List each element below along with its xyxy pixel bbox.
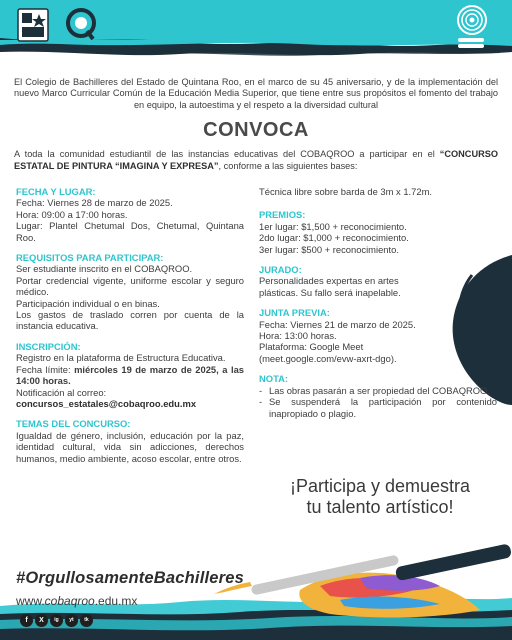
lead-paragraph — [14, 149, 498, 172]
cobaqroo-logo — [452, 4, 492, 50]
nota-title: NOTA: — [259, 373, 288, 385]
headline-convoca: CONVOCA — [203, 119, 309, 141]
junta-link[interactable]: (meet.google.com/evw-axrt-dgo). — [259, 352, 397, 364]
inscripcion-title: INSCRIPCIÓN: — [16, 340, 81, 352]
lead-after: , conforme a las siguientes bases: — [218, 160, 358, 171]
section-requisitos — [16, 252, 244, 332]
jurado-title: JURADO: — [259, 264, 302, 276]
section-junta-previa — [259, 307, 497, 364]
premios-title: PREMIOS: — [259, 209, 306, 221]
inscripcion-registro: Registro en la plataforma de Estructura Educativa. — [16, 352, 226, 364]
social-links — [20, 614, 93, 627]
temas-text: Igualdad de género, inclusión, educación por la paz, identidad cultural, vida sin adicciones, derechos humanos, medio ambiente, acoso escolar, entre otros. — [16, 429, 244, 464]
requisito-1: Ser estudiante inscrito en el COBAQROO. — [16, 263, 193, 275]
section-fecha-lugar — [16, 186, 244, 243]
nota-item-1: - Las obras pasarán a ser propiedad del COBAQROO. — [259, 385, 497, 396]
lead-before: A toda la comunidad estudiantil de las instancias educativas del COBAQROO a participar en el — [14, 149, 440, 159]
section-temas — [16, 418, 244, 464]
premio-1: 1er lugar: $1,500 + reconocimiento. — [259, 220, 407, 232]
deadline-label: Fecha límite: — [16, 363, 75, 375]
premio-3: 3er lugar: $500 + reconocimiento. — [259, 243, 399, 255]
inscripcion-notify: Notificación al correo: — [16, 386, 107, 398]
section-tecnica — [259, 186, 497, 197]
nota-list — [259, 385, 497, 419]
cta-line-2: tu talento artístico! — [306, 497, 454, 517]
tecnica-text: Técnica libre sobre barda de 3m x 1.72m. — [259, 186, 433, 197]
hashtag: #OrgullosamenteBachilleres — [16, 569, 245, 587]
anniversary-logo — [62, 6, 100, 44]
section-jurado — [259, 264, 435, 298]
section-inscripcion — [16, 341, 244, 409]
fecha-time: Hora: 09:00 a 17:00 horas. — [16, 208, 128, 220]
youtube-icon[interactable]: yt — [65, 614, 78, 627]
deadline-value: miércoles 19 de marzo de 2025, a las 14:00 horas. — [16, 363, 244, 387]
x-icon[interactable]: X — [35, 614, 48, 627]
temas-title: TEMAS DEL CONCURSO: — [16, 418, 131, 430]
instagram-icon[interactable]: ig — [50, 614, 63, 627]
fecha-place: Lugar: Plantel Chetumal Dos, Chetumal, Quintana Roo. — [16, 220, 244, 243]
section-nota — [259, 373, 497, 419]
junta-date: Fecha: Viernes 21 de marzo de 2025. — [259, 318, 416, 330]
left-column — [16, 186, 244, 473]
website-main: cobaqroo — [44, 594, 95, 608]
website-prefix: www. — [16, 594, 45, 608]
premio-2: 2do lugar: $1,000 + reconocimiento. — [259, 232, 409, 244]
cta-line-1: ¡Participa y demuestra — [289, 476, 471, 496]
fecha-date: Fecha: Viernes 28 de marzo de 2025. — [16, 197, 173, 209]
junta-title: JUNTA PREVIA: — [259, 307, 330, 319]
requisito-2: Portar credencial vigente, uniforme escolar y seguro médico. — [16, 274, 244, 298]
requisito-3: Participación individual o en binas. — [16, 297, 160, 309]
website-suffix: .edu.mx — [94, 594, 138, 608]
junta-platform: Plataforma: Google Meet — [259, 341, 364, 353]
call-to-action — [262, 476, 498, 518]
requisitos-title: REQUISITOS PARA PARTICIPAR: — [16, 252, 164, 264]
intro-paragraph: El Colegio de Bachilleres del Estado de Quintana Roo, en el marco de su 45 aniversario, y de la implementación del nuevo Marco Curricular Común de la Educación Media Superior, que tiene entre sus propósitos el fomento del trabajo en equipo, la autoestima y el respeto a la diversidad cultural — [14, 77, 498, 110]
header-logos — [14, 6, 100, 44]
nota-item-2: - Se suspenderá la participación por contenido inapropiado o plagio. — [259, 396, 497, 419]
contest-name: “CONCURSO ESTATAL DE PINTURA “IMAGINA Y EXPRESA” — [14, 149, 498, 171]
section-premios — [259, 209, 497, 255]
website-link[interactable] — [16, 594, 137, 608]
inscripcion-deadline — [16, 364, 244, 387]
junta-time: Hora: 13:00 horas. — [259, 330, 337, 342]
right-column — [259, 186, 497, 428]
facebook-icon[interactable]: f — [20, 614, 33, 627]
contact-email[interactable]: concursos_estatales@cobaqroo.edu.mx — [16, 397, 197, 409]
fecha-lugar-title: FECHA Y LUGAR: — [16, 186, 96, 197]
tiktok-icon[interactable]: tk — [80, 614, 93, 627]
jurado-text: Personalidades expertas en artes plásticas. Su fallo será inapelable. — [259, 275, 401, 298]
requisito-4: Los gastos de traslado corren por cuenta de la instancia educativa. — [16, 309, 244, 332]
state-seal-logo — [14, 6, 52, 44]
